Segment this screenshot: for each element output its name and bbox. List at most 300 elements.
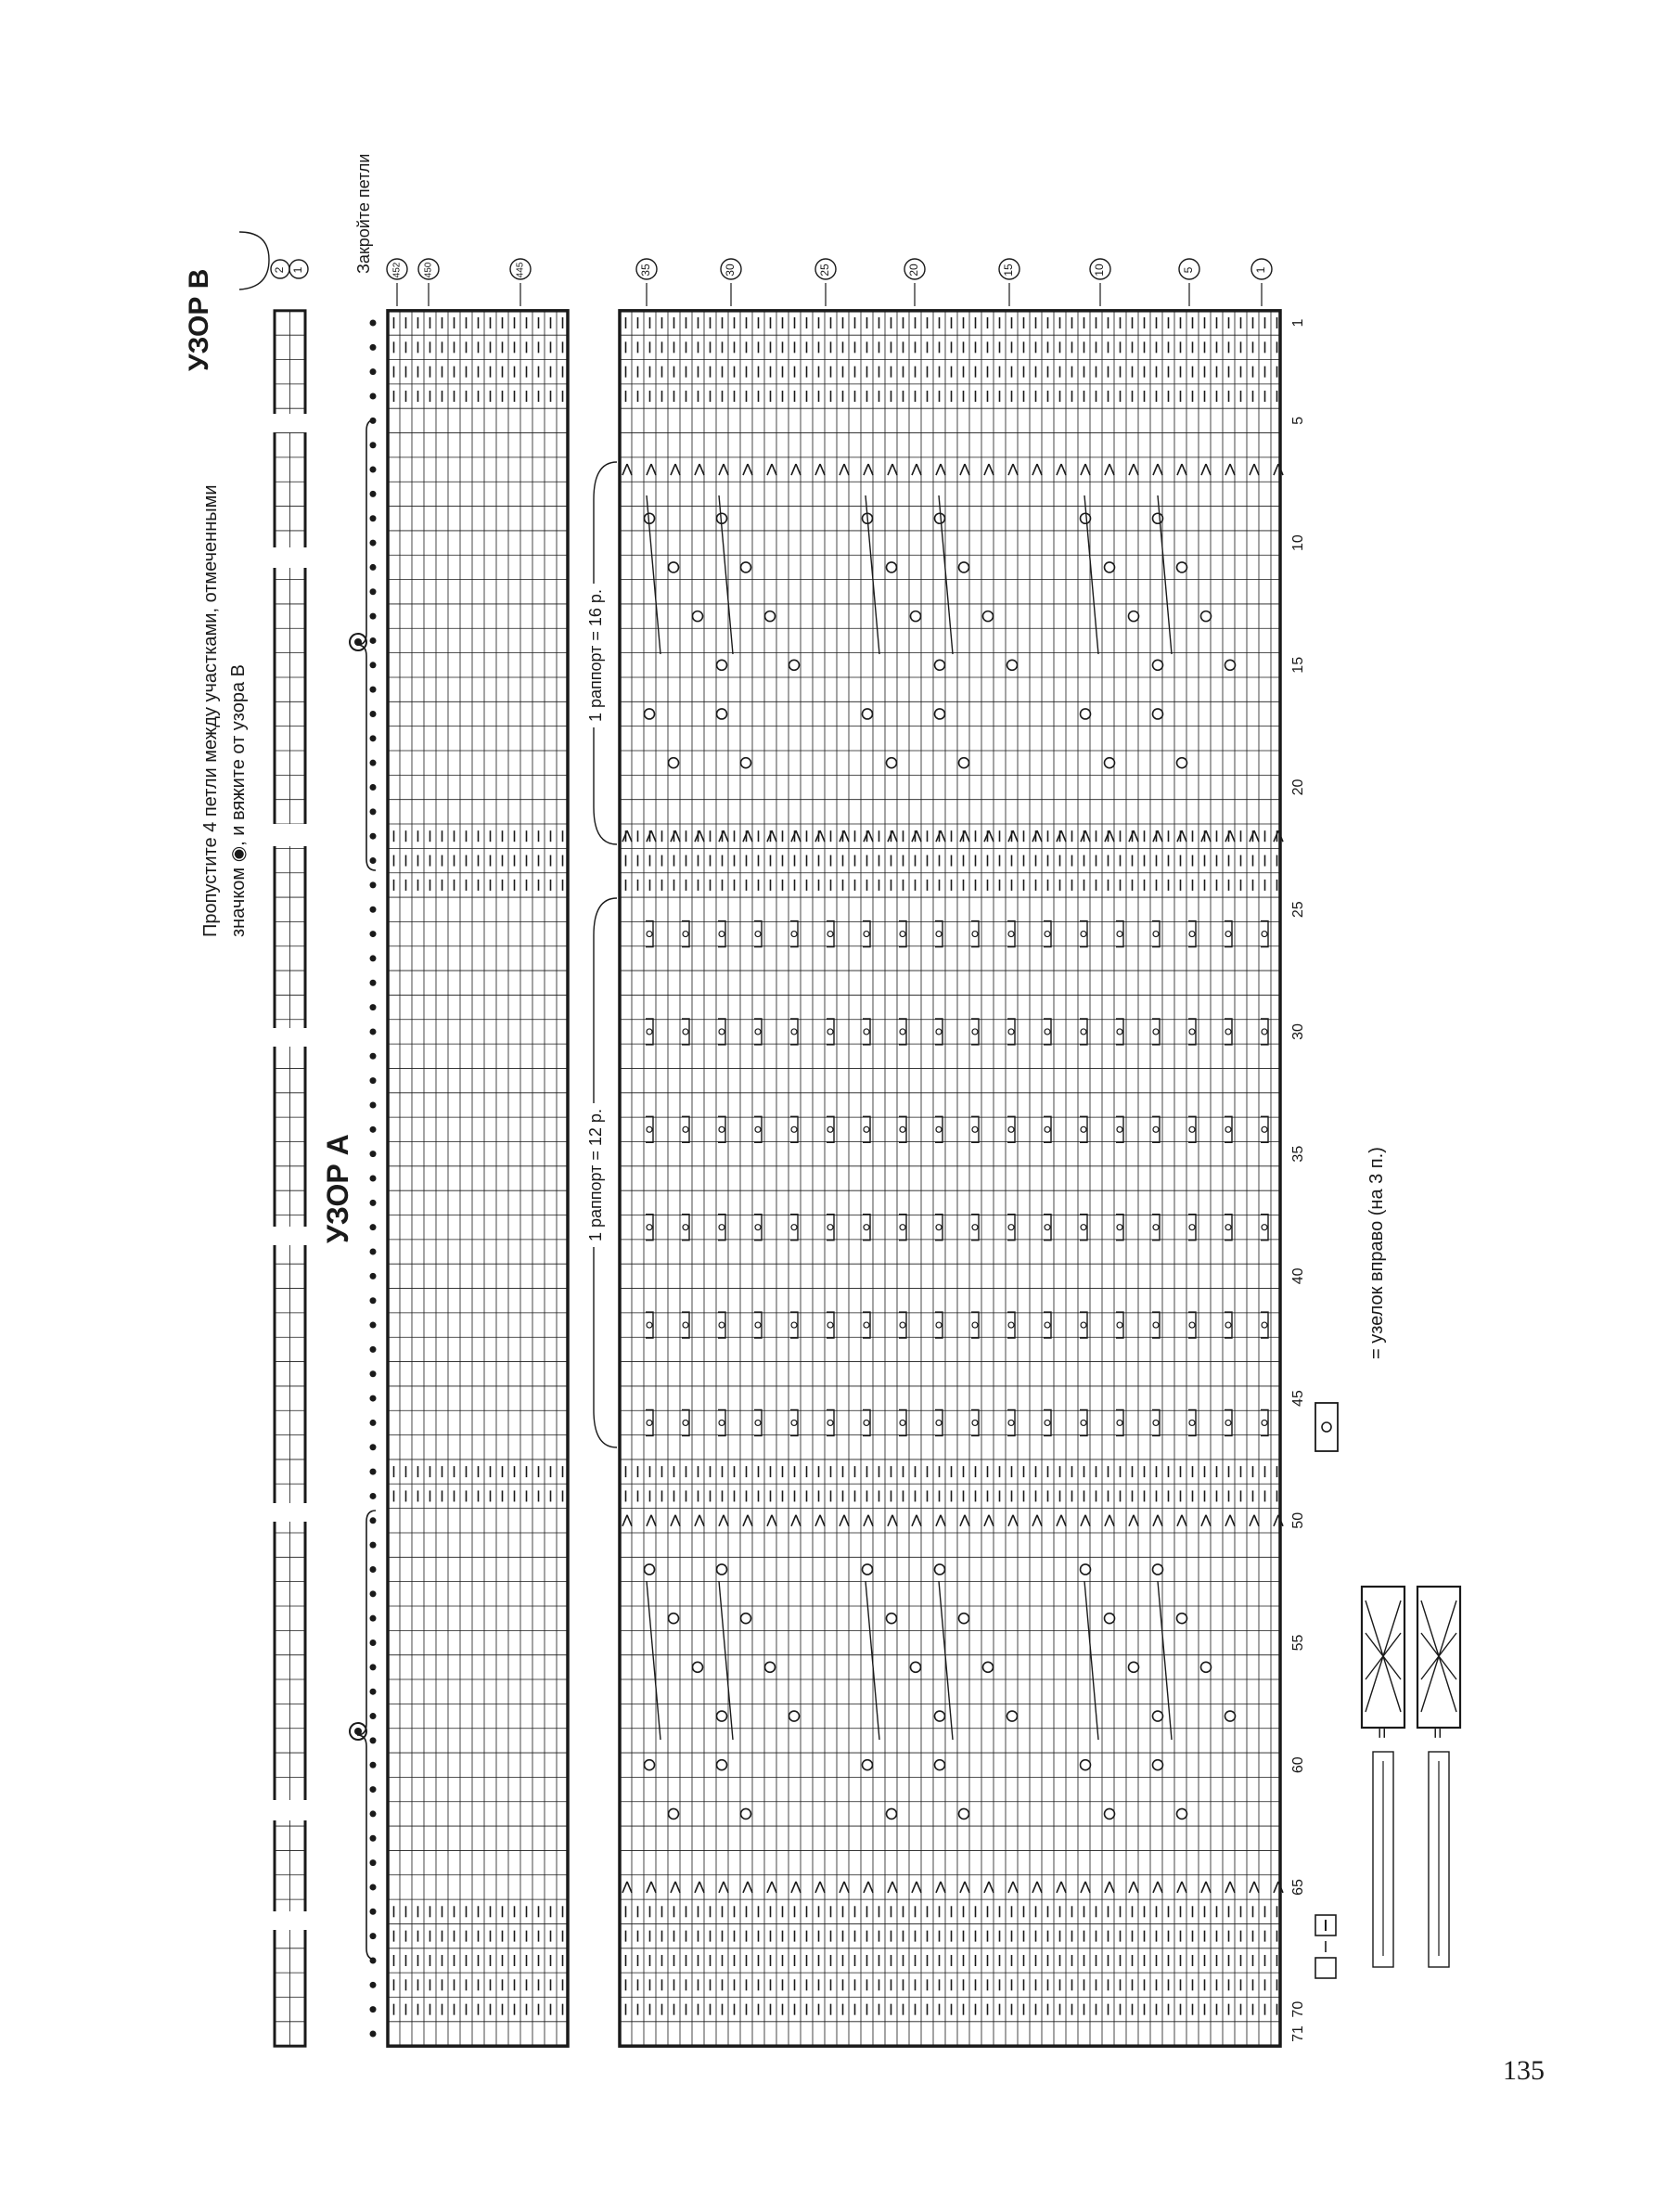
decrease-symbol xyxy=(1225,830,1235,842)
knot-dot xyxy=(827,932,833,937)
knot-dot xyxy=(900,1322,905,1328)
legend-cable-cross-icon xyxy=(1421,1601,1456,1712)
top-row-label-445: 445 xyxy=(515,262,526,278)
decrease-symbol xyxy=(1105,1515,1114,1526)
decrease-symbol xyxy=(912,830,921,842)
yarn-over-symbol xyxy=(1129,611,1139,622)
knot-dot xyxy=(1117,1225,1122,1230)
yarn-over-symbol xyxy=(717,709,727,719)
knot-dot xyxy=(1081,932,1086,937)
knot-dot xyxy=(1189,1420,1195,1425)
decrease-symbol xyxy=(960,1515,969,1526)
knot-dot xyxy=(719,932,725,937)
decrease-symbol xyxy=(888,1882,897,1893)
row-dot xyxy=(370,711,377,717)
knot-dot xyxy=(1153,1322,1159,1328)
row-dot xyxy=(370,1101,377,1108)
rib-line xyxy=(1158,1581,1172,1740)
stitch-number-30: 30 xyxy=(1290,1023,1307,1040)
row-dot xyxy=(370,1493,377,1499)
row-dot xyxy=(370,1249,377,1255)
decrease-symbol xyxy=(1201,1515,1211,1526)
knot-dot xyxy=(1153,1420,1159,1425)
row-dot xyxy=(370,1224,377,1230)
row-label-25: 25 xyxy=(818,264,832,276)
rib-line xyxy=(1084,1581,1098,1740)
legend-cable-cross-icon xyxy=(1366,1601,1401,1712)
knot-dot xyxy=(1225,932,1231,937)
knot-dot xyxy=(791,1322,797,1328)
knot-dot xyxy=(936,1126,942,1132)
yarn-over-symbol xyxy=(717,1760,727,1770)
decrease-symbol xyxy=(647,1515,656,1526)
knot-dot xyxy=(1262,1225,1267,1230)
yarn-over-symbol xyxy=(1081,513,1091,523)
rib-line xyxy=(719,495,733,654)
knot-dot xyxy=(791,932,797,937)
top-row-label-450: 450 xyxy=(423,262,434,278)
knot-legend-text: = узелок вправо (на 3 п.) xyxy=(1366,1147,1387,1359)
knot-dot xyxy=(1153,1029,1159,1035)
knot-dot xyxy=(719,1225,725,1230)
yarn-over-symbol xyxy=(765,1662,776,1672)
decrease-symbol xyxy=(1129,1882,1138,1893)
decrease-symbol xyxy=(1008,830,1018,842)
decrease-symbol xyxy=(1250,830,1259,842)
decrease-symbol xyxy=(647,830,656,842)
decrease-symbol xyxy=(936,1515,945,1526)
decrease-symbol xyxy=(960,830,969,842)
knot-dot xyxy=(1225,1322,1231,1328)
yarn-over-symbol xyxy=(887,562,897,572)
knot-dot xyxy=(683,1029,688,1035)
row-label-15: 15 xyxy=(1002,264,1016,276)
knot-dot xyxy=(683,1420,688,1425)
decrease-symbol xyxy=(719,1882,728,1893)
row-dot xyxy=(370,1737,377,1743)
knot-dot xyxy=(972,1322,978,1328)
knot-dot xyxy=(827,1420,833,1425)
rib-line xyxy=(939,1581,953,1740)
decrease-symbol xyxy=(1032,464,1042,475)
row-dot xyxy=(370,368,377,375)
row-dot xyxy=(370,1395,377,1402)
pattern-b-row-label-2: 2 xyxy=(273,266,287,274)
pattern-b-gap xyxy=(273,824,307,846)
yarn-over-symbol xyxy=(1177,758,1187,768)
yarn-over-symbol xyxy=(741,562,751,572)
decrease-symbol xyxy=(815,464,825,475)
yarn-over-symbol xyxy=(959,758,969,768)
yarn-over-symbol xyxy=(789,660,800,670)
decrease-symbol xyxy=(1105,464,1114,475)
knot-dot xyxy=(900,1420,905,1425)
yarn-over-symbol xyxy=(1105,1808,1115,1819)
decrease-symbol xyxy=(743,464,752,475)
stitch-number-50: 50 xyxy=(1290,1511,1307,1529)
decrease-symbol xyxy=(1081,1515,1090,1526)
row-dot xyxy=(370,2006,377,2013)
row-dot xyxy=(370,662,377,668)
row-dot xyxy=(370,687,377,693)
knot-dot xyxy=(1262,1126,1267,1132)
row-label-1: 1 xyxy=(1254,266,1268,274)
decrease-symbol xyxy=(1032,830,1042,842)
decrease-symbol xyxy=(1250,1882,1259,1893)
decrease-symbol xyxy=(1153,1515,1162,1526)
decrease-symbol xyxy=(671,464,680,475)
decrease-symbol xyxy=(1177,830,1186,842)
knot-dot xyxy=(1045,1126,1050,1132)
row-dot xyxy=(370,491,377,497)
pattern-b-gap xyxy=(273,547,307,568)
yarn-over-symbol xyxy=(959,1614,969,1624)
decrease-symbol xyxy=(864,1882,873,1893)
row-dot xyxy=(370,515,377,521)
knot-dot xyxy=(864,1322,869,1328)
row-dot xyxy=(370,1615,377,1622)
yarn-over-symbol xyxy=(1007,660,1018,670)
decrease-symbol xyxy=(1081,1882,1090,1893)
decrease-symbol xyxy=(984,464,994,475)
knot-dot xyxy=(864,1225,869,1230)
main-row-block-frame xyxy=(620,311,1280,2046)
yarn-over-symbol xyxy=(1225,1711,1236,1721)
row-dot xyxy=(370,1982,377,1988)
decrease-symbol xyxy=(912,464,921,475)
yarn-over-symbol xyxy=(645,1564,655,1575)
row-dot xyxy=(370,1028,377,1035)
repeat-12-label: 1 раппорт = 12 р. xyxy=(586,1103,606,1247)
stitch-number-71: 71 xyxy=(1290,2025,1307,2042)
stitch-number-70: 70 xyxy=(1290,2000,1307,2018)
decrease-symbol xyxy=(1008,464,1018,475)
yarn-over-symbol xyxy=(863,709,873,719)
decrease-symbol xyxy=(743,830,752,842)
decrease-symbol xyxy=(1225,464,1235,475)
yarn-over-symbol xyxy=(1153,1711,1163,1721)
decrease-symbol xyxy=(695,830,704,842)
knot-dot xyxy=(1117,1126,1122,1132)
yarn-over-symbol xyxy=(935,1711,945,1721)
knot-dot xyxy=(972,1225,978,1230)
decrease-symbol xyxy=(1081,830,1090,842)
stitch-number-65: 65 xyxy=(1290,1879,1307,1896)
decrease-symbol xyxy=(936,830,945,842)
yarn-over-symbol xyxy=(863,1564,873,1575)
decrease-symbol xyxy=(912,1882,921,1893)
pattern-b-brace xyxy=(239,232,269,289)
row-dot xyxy=(370,1004,377,1010)
decrease-symbol xyxy=(888,1515,897,1526)
decrease-symbol xyxy=(767,1882,776,1893)
row-dot xyxy=(370,857,377,864)
row-dot xyxy=(370,1713,377,1719)
rib-line xyxy=(647,495,660,654)
rib-line xyxy=(647,1581,660,1740)
decrease-symbol xyxy=(1032,1515,1042,1526)
decrease-symbol xyxy=(864,830,873,842)
row-dot xyxy=(370,1762,377,1768)
row-dot xyxy=(370,320,377,327)
yarn-over-symbol xyxy=(911,1662,921,1672)
knot-dot xyxy=(1008,1029,1014,1035)
row-dot xyxy=(370,1566,377,1573)
row-label-5: 5 xyxy=(1182,266,1196,274)
row-dot xyxy=(370,613,377,620)
row-dot xyxy=(370,1420,377,1426)
row-dot xyxy=(370,1884,377,1890)
yarn-over-symbol xyxy=(717,1711,727,1721)
knot-dot xyxy=(1045,1225,1050,1230)
decrease-symbol xyxy=(1057,1882,1066,1893)
stitch-number-55: 55 xyxy=(1290,1634,1307,1652)
decrease-symbol xyxy=(815,1882,825,1893)
decrease-symbol xyxy=(840,464,849,475)
yarn-over-symbol xyxy=(669,758,679,768)
yarn-over-symbol xyxy=(717,1564,727,1575)
knot-dot xyxy=(683,1322,688,1328)
decrease-symbol xyxy=(1201,464,1211,475)
legend-equals-sign: = xyxy=(1428,1728,1449,1739)
top-row-label-452: 452 xyxy=(391,262,403,278)
knot-dot xyxy=(755,932,761,937)
row-dot xyxy=(370,1151,377,1157)
knot-dot xyxy=(791,1029,797,1035)
knot-dot xyxy=(683,1126,688,1132)
yarn-over-symbol xyxy=(1225,660,1236,670)
yarn-over-symbol xyxy=(669,1808,679,1819)
knot-dot xyxy=(972,1126,978,1132)
decrease-symbol xyxy=(1105,830,1114,842)
knot-dot xyxy=(1008,1126,1014,1132)
knot-dot xyxy=(936,1420,942,1425)
yarn-over-symbol xyxy=(935,660,945,670)
knot-dot xyxy=(1008,1420,1014,1425)
yarn-over-symbol xyxy=(911,611,921,622)
knot-dot xyxy=(1081,1126,1086,1132)
decrease-symbol xyxy=(1105,1882,1114,1893)
yarn-over-symbol xyxy=(1081,1564,1091,1575)
decrease-symbol xyxy=(1201,830,1211,842)
decrease-symbol xyxy=(791,1515,801,1526)
row-dot xyxy=(370,931,377,937)
row-dot xyxy=(370,1077,377,1084)
knot-dot xyxy=(1153,932,1159,937)
decrease-symbol xyxy=(1008,1515,1018,1526)
row-dot xyxy=(370,540,377,547)
yarn-over-symbol xyxy=(863,1760,873,1770)
pattern-b-gap xyxy=(273,1800,307,1820)
decrease-symbol xyxy=(840,1882,849,1893)
yarn-over-symbol xyxy=(983,1662,994,1672)
knot-dot xyxy=(900,932,905,937)
decrease-symbol xyxy=(936,464,945,475)
pattern-b-instruction-line-1: Пропустите 4 петли между участками, отмеченными xyxy=(200,484,221,937)
rib-line xyxy=(1084,495,1098,654)
rib-line xyxy=(866,1581,879,1740)
row-dot xyxy=(370,1689,377,1695)
decrease-symbol xyxy=(743,1515,752,1526)
decrease-symbol xyxy=(888,464,897,475)
repeat-16-label: 1 раппорт = 16 р. xyxy=(586,584,606,727)
row-label-30: 30 xyxy=(724,264,737,276)
knot-dot xyxy=(755,1322,761,1328)
decrease-symbol xyxy=(1057,830,1066,842)
yarn-over-symbol xyxy=(1153,513,1163,523)
pattern-b-gap xyxy=(273,1028,307,1047)
decrease-symbol xyxy=(1225,1515,1235,1526)
legend-knot-box xyxy=(1315,1403,1338,1451)
stitch-number-15: 15 xyxy=(1290,656,1307,674)
knot-dot xyxy=(827,1322,833,1328)
knot-dot xyxy=(683,932,688,937)
decrease-symbol xyxy=(1201,1882,1211,1893)
knot-dot xyxy=(1045,932,1050,937)
yarn-over-symbol xyxy=(693,611,703,622)
decrease-symbol xyxy=(1153,1882,1162,1893)
yarn-over-symbol xyxy=(935,1760,945,1770)
knot-dot xyxy=(647,1126,652,1132)
knot-dot xyxy=(1153,1126,1159,1132)
yarn-over-symbol xyxy=(1105,562,1115,572)
knot-dot xyxy=(1262,1029,1267,1035)
yarn-over-symbol xyxy=(935,709,945,719)
yarn-over-symbol xyxy=(789,1711,800,1721)
knot-dot xyxy=(647,1029,652,1035)
decrease-symbol xyxy=(960,464,969,475)
skip-marker-dot xyxy=(354,1728,362,1735)
knot-dot xyxy=(1117,1322,1122,1328)
knot-dot xyxy=(827,1126,833,1132)
knot-dot xyxy=(755,1126,761,1132)
decrease-symbol xyxy=(1177,464,1186,475)
row-dot xyxy=(370,1933,377,1939)
decrease-symbol xyxy=(622,830,632,842)
decrease-symbol xyxy=(719,830,728,842)
yarn-over-symbol xyxy=(717,660,727,670)
row-dot xyxy=(370,1909,377,1915)
row-dot xyxy=(370,1200,377,1206)
knot-dot xyxy=(719,1420,725,1425)
decrease-symbol xyxy=(1177,1515,1186,1526)
decrease-symbol xyxy=(1129,1515,1138,1526)
knot-dot xyxy=(900,1225,905,1230)
pattern-a-title: УЗОР А xyxy=(321,1134,354,1243)
decrease-symbol xyxy=(719,1515,728,1526)
knot-dot xyxy=(1117,932,1122,937)
stitch-number-40: 40 xyxy=(1290,1267,1307,1285)
yarn-over-symbol xyxy=(1177,1614,1187,1624)
decrease-symbol xyxy=(622,1515,632,1526)
rib-line xyxy=(719,1581,733,1740)
knot-dot xyxy=(1189,1225,1195,1230)
yarn-over-symbol xyxy=(1105,1614,1115,1624)
row-dot xyxy=(370,1469,377,1475)
row-dot xyxy=(370,467,377,473)
stitch-number-45: 45 xyxy=(1290,1390,1307,1407)
decrease-symbol xyxy=(936,1882,945,1893)
decrease-symbol xyxy=(984,1882,994,1893)
knot-dot xyxy=(755,1225,761,1230)
stitch-number-5: 5 xyxy=(1290,416,1307,425)
stitch-number-35: 35 xyxy=(1290,1145,1307,1163)
rib-line xyxy=(1158,495,1172,654)
row-label-10: 10 xyxy=(1093,264,1107,276)
stitch-number-60: 60 xyxy=(1290,1756,1307,1774)
knot-dot xyxy=(647,1420,652,1425)
decrease-symbol xyxy=(840,830,849,842)
yarn-over-symbol xyxy=(1105,758,1115,768)
yarn-over-symbol xyxy=(1007,1711,1018,1721)
decrease-symbol xyxy=(647,464,656,475)
row-dot xyxy=(370,564,377,571)
decrease-symbol xyxy=(719,464,728,475)
stitch-number-1: 1 xyxy=(1290,318,1307,328)
yarn-over-symbol xyxy=(741,758,751,768)
yarn-over-symbol xyxy=(1177,1808,1187,1819)
decrease-symbol xyxy=(1225,1882,1235,1893)
decrease-symbol xyxy=(1250,1515,1259,1526)
knot-dot xyxy=(1081,1225,1086,1230)
row-dot xyxy=(370,1786,377,1793)
knot-dot xyxy=(864,1126,869,1132)
knot-dot xyxy=(1045,1322,1050,1328)
yarn-over-symbol xyxy=(935,513,945,523)
decrease-symbol xyxy=(622,464,632,475)
knot-dot xyxy=(1081,1420,1086,1425)
row-dot xyxy=(370,1322,377,1329)
knot-dot xyxy=(719,1126,725,1132)
knot-dot xyxy=(900,1126,905,1132)
yarn-over-symbol xyxy=(741,1808,751,1819)
row-dot xyxy=(370,588,377,595)
yarn-over-symbol xyxy=(741,1614,751,1624)
row-dot xyxy=(370,1835,377,1842)
decrease-symbol xyxy=(671,1882,680,1893)
yarn-over-symbol xyxy=(935,1564,945,1575)
pattern-b-gap xyxy=(273,1503,307,1522)
knot-dot xyxy=(647,1322,652,1328)
decrease-symbol xyxy=(1129,830,1138,842)
yarn-over-symbol xyxy=(887,1808,897,1819)
row-dot xyxy=(370,760,377,766)
row-dot xyxy=(370,1444,377,1450)
skip-marker-dot xyxy=(354,638,362,646)
knot-dot xyxy=(791,1126,797,1132)
row-dot xyxy=(370,1126,377,1133)
yarn-over-symbol xyxy=(1153,709,1163,719)
decrease-symbol xyxy=(815,1515,825,1526)
row-dot xyxy=(370,637,377,644)
page-number: 135 xyxy=(1503,2055,1545,2086)
knot-dot xyxy=(1262,932,1267,937)
decrease-symbol xyxy=(791,830,801,842)
row-dot xyxy=(370,907,377,913)
decrease-symbol xyxy=(1177,1882,1186,1893)
decrease-symbol xyxy=(840,1515,849,1526)
decrease-symbol xyxy=(1057,464,1066,475)
knot-dot xyxy=(827,1029,833,1035)
row-label-20: 20 xyxy=(907,264,921,276)
knot-dot xyxy=(1153,1225,1159,1230)
knot-dot xyxy=(1225,1029,1231,1035)
knot-dot xyxy=(864,1420,869,1425)
yarn-over-symbol xyxy=(669,1614,679,1624)
decrease-symbol xyxy=(864,464,873,475)
pattern-b-title: УЗОР В xyxy=(184,268,214,371)
rib-line xyxy=(939,495,953,654)
